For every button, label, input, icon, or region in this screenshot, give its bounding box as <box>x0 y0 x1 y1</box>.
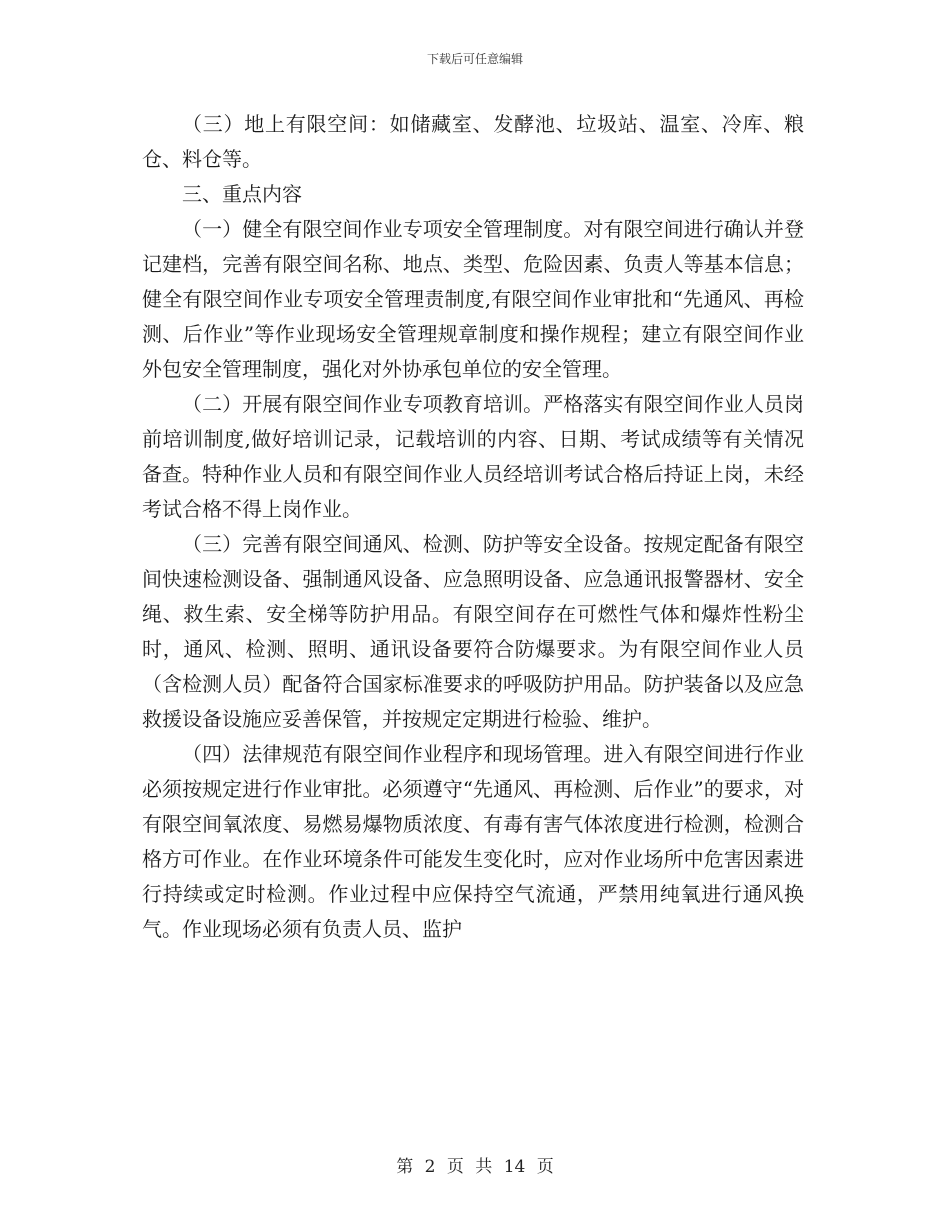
section-heading-key-content: 三、重点内容 <box>182 182 302 206</box>
paragraph-training: （二）开展有限空间作业专项教育培训。严格落实有限空间作业人员岗前培训制度,做好培训记录，记载培训的内容、日期、考试成绩等有关情况备查。特种作业人员和有限空间作业人员经培训考试合格后持证上岗，未经考试合格不得上岗作业。 <box>142 392 804 521</box>
paragraph-procedures: （四）法律规范有限空间作业程序和现场管理。进入有限空间进行作业必须按规定进行作业审批。必须遵守“先通风、再检测、后作业”的要求，对有限空间氧浓度、易燃易爆物质浓度、有毒有害气体浓度进行检测，检测合格方可作业。在作业环境条件可能发生变化时，应对作业场所中危害因素进行持续或定时检测。作业过程中应保持空气流通，严禁用纯氧进行通风换气。作业现场必须有负责人员、监护 <box>142 742 804 941</box>
paragraph-management-system: （一）健全有限空间作业专项安全管理制度。对有限空间进行确认并登记建档，完善有限空间名称、地点、类型、危险因素、负责人等基本信息；健全有限空间作业专项安全管理责制度,有限空间作业审批和“先通风、再检测、后作业”等作业现场安全管理规章制度和操作规程；建立有限空间作业外包安全管理制度，强化对外协承包单位的安全管理。 <box>142 217 804 381</box>
page-header-note: 下载后可任意编辑 <box>426 52 523 66</box>
paragraph-safety-equipment: （三）完善有限空间通风、检测、防护等安全设备。按规定配备有限空间快速检测设备、强制通风设备、应急照明设备、应急通讯报警器材、安全绳、救生索、安全梯等防护用品。有限空间存在可燃性气体和爆炸性粉尘时，通风、检测、照明、通讯设备要符合防爆要求。为有限空间作业人员（含检测人员）配备符合国家标准要求的呼吸防护用品。防护装备以及应急救援设备设施应妥善保管，并按规定定期进行检验、维护。 <box>142 532 804 731</box>
paragraph-above-ground-spaces: （三）地上有限空间：如储藏室、发酵池、垃圾站、温室、冷库、粮仓、料仓等。 <box>142 112 804 171</box>
page-number: 第 2 页 共 14 页 <box>396 1157 554 1177</box>
document-body <box>142 107 804 947</box>
